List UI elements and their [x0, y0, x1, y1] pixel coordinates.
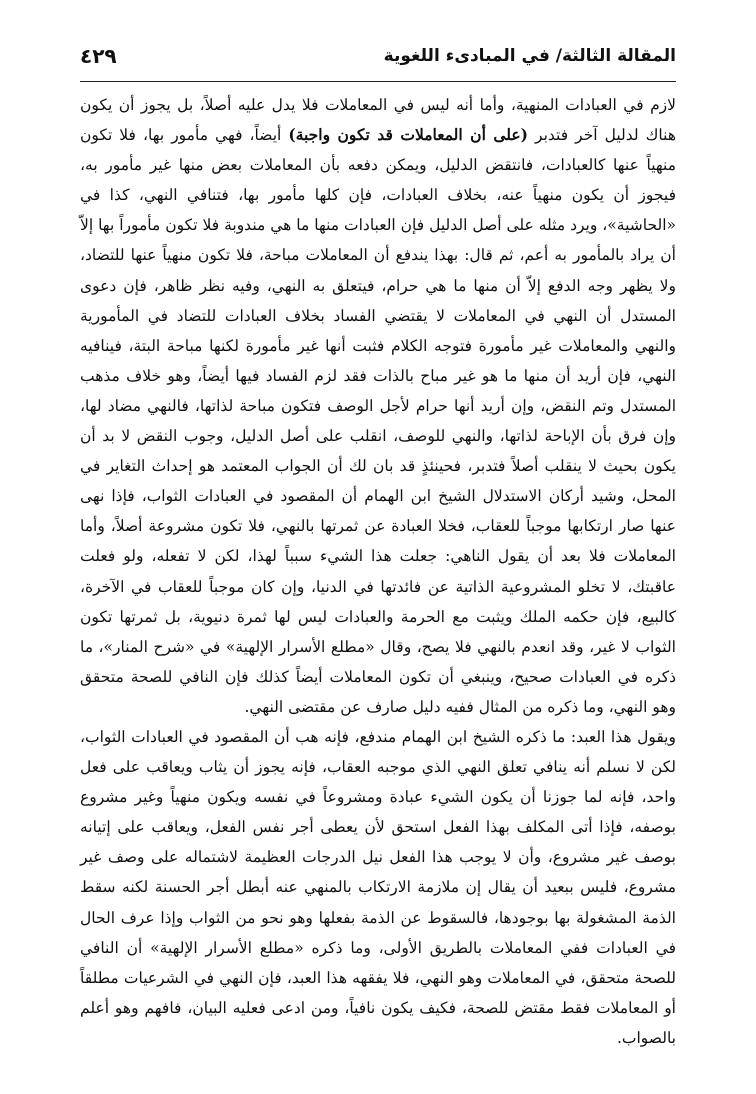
paragraph-1-text-b: أيضاً، فهي مأمور بها، فلا تكون منهياً عنها كالعبادات، فانتقض الدليل، ويمكن دفعه بأن المعاملات بعض منها غير مأمور به، فيجوز أن يكون منهياً عنه، بخلاف العبادات، فإن كلها مأمور بها، فتنافي النهي، كذا في «الحاشية»، ويرد مثله على أصل الدليل فإن العبادات منها ما هي مندوبة فلا تكون مأموراً بها إلاّ أن يراد بالمأمور به أعم، ثم قال: بهذا يندفع أن المعاملات مباحة، فلا تكون منهياً عنها للتضاد، ولا يظهر وجه الدفع إلاّ أن منها ما هي حرام، فيتعلق به النهي، وفيه نظر ظاهر، فإن دعوى المستدل أن النهي في المعاملات لا يقتضي الفساد بخلاف العبادات للتضاد في المأمورية والنهي والمعاملات غير مأمورة فتوجه الكلام فثبت أنها غير مأمورة لكنها مباحة البتة، فينافيه النهي، فإن أريد أن منها ما هو غير مباح بالذات فقد لزم الفساد فيها أيضاً، وهو خلاف مذهب المستدل وتم النقض، وإن أريد أنها حرام لأجل الوصف فتكون مباحة لذاتها، فالنهي مضاد لها، وإن فرق بأن الإباحة لذاتها، والنهي للوصف، انقلب على أصل الدليل، وجوب النقض لا بد أن يكون بحيث لا ينقلب أصلاً فتدبر، فحينئذٍ قد بان لك أن الجواب المعتمد هو إحداث التغاير في المحل، وشيد أركان الاستدلال الشيخ ابن الهمام أن المقصود في العبادات الثواب، فإذا نهى عنها صار ارتكابها موجباً للعقاب، فخلا العبادة عن ثمرتها بالنهي، فلا تكون مشروعة أصلاً، وأما المعاملات فلا بعد أن يقول الناهي: جعلت هذا الشيء سبباً لهذا، لكن لا تفعله، ولو فعلت عاقبتك، لا تخلو المشروعية الذاتية عن فائدتها في الدنيا، وإن كان موجباً للعقاب في الآخرة، كالبيع، فإن حكمه الملك ويثبت مع الحرمة والعبادات ليس لها ثمرة دنيوية، بل ثمرتها تكون الثواب لا غير، وقد انعدم بالنهي فلا يصح، وقال «مطلع الأسرار الإلهية» في «شرح المنار»، ما ذكره في العبادات صحيح، وينبغي أن تكون المعاملات أيضاً كذلك فإن النافي للصحة متحقق وهو النهي، وما ذكره من المثال ففيه دليل صارف عن مقتضى النهي. [80, 126, 676, 716]
body-text [80, 90, 676, 1053]
paragraph-1-bold-phrase: (على أن المعاملات قد تكون واجبة) [288, 125, 529, 145]
paragraph-1 [80, 90, 676, 722]
header-rule [80, 81, 676, 82]
page-header [80, 44, 676, 78]
page-number: ٤٢٩ [80, 44, 117, 68]
paragraph-2: ويقول هذا العبد: ما ذكره الشيخ ابن الهمام مندفع، فإنه هب أن المقصود في العبادات الثواب، لكن لا نسلم أنه ينافي تعلق النهي الذي موجبه العقاب، فإنه يجوز أن يثاب ويعاقب على فعل واحد، فإنه لما جوزنا أن يكون الشيء عبادة ومشروعاً في نفسه ويكون منهياً وغير مشروع بوصفه، فإذا أتى المكلف بهذا الفعل استحق لأن يعطى أجر نفس الفعل، ويعاقب على إتيانه بوصف غير مشروع، وأن لا يوجب هذا الفعل نيل الدرجات العظيمة لاشتماله على وصف غير مشروع، فليس ببعيد أن يقال إن ملازمة الارتكاب بالمنهي عنه أبطل أجر الحسنة لكنه سقط الذمة المشغولة بها بوجودها، فالسقوط عن الذمة بفعلها وهو نحو من الثواب وإذا عرف الحال في العبادات ففي المعاملات بالطريق الأولى، وما ذكره «مطلع الأسرار الإلهية» أن النافي للصحة متحقق، في المعاملات وهو النهي، فلا يفقهه هذا العبد، فإن النهي في الشرعيات مطلقاً أو المعاملات فقط مقتض للصحة، فكيف يكون نافياً، ومن ادعى فعليه البيان، فافهم وهو أعلم بالصواب. [80, 727, 676, 1047]
paragraph-1-text-a: لازم في العبادات المنهية، وأما أنه ليس في المعاملات فلا يدل عليه أصلاً، بل يجوز أن يكون هناك لدليل آخر فتدبر [80, 96, 677, 145]
running-head: المقالة الثالثة/ في المبادىء اللغوية [383, 46, 676, 66]
